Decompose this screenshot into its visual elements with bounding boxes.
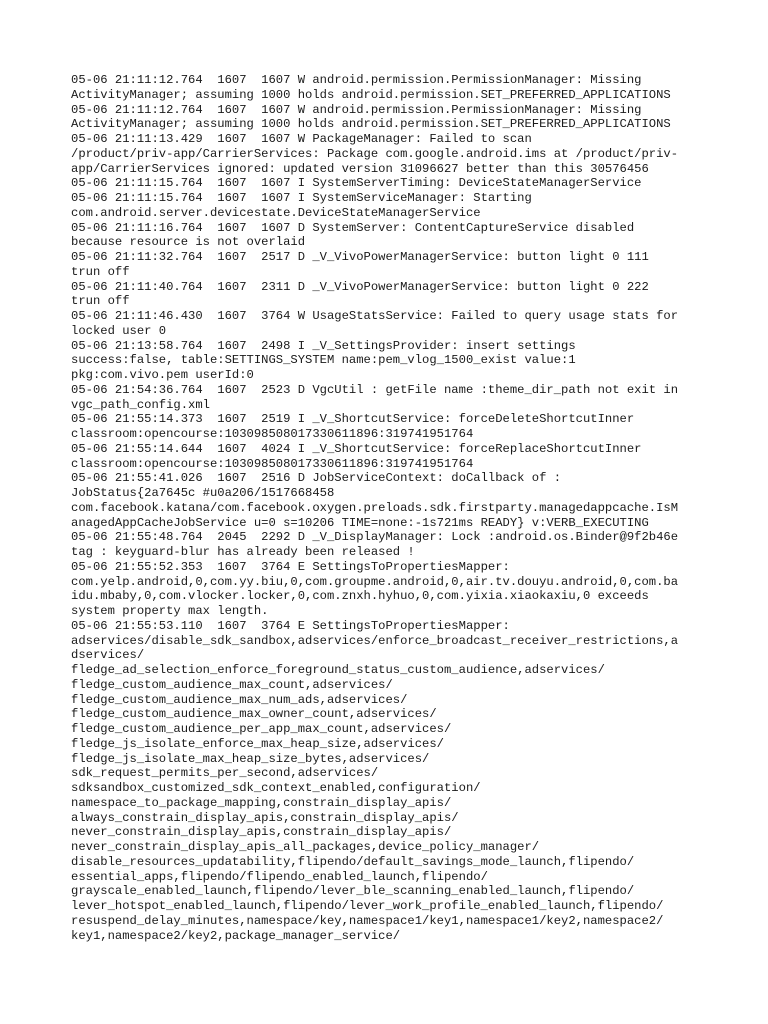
log-line: namespace_to_package_mapping,constrain_display_apis/ <box>71 795 452 810</box>
log-line: 05-06 21:11:32.764 1607 2517 D _V_VivoPowerManagerService: button light 0 111 <box>71 250 649 264</box>
log-line: fledge_custom_audience_max_count,adservices/ <box>71 677 393 692</box>
log-line: 05-06 21:11:46.430 1607 3764 W UsageStatsService: Failed to query usage stats for <box>71 309 679 323</box>
log-line: key1,namespace2/key2,package_manager_service/ <box>71 928 401 943</box>
log-line: system property max length. <box>71 604 269 618</box>
log-line: app/CarrierServices ignored: updated version 31096627 better than this 30576456 <box>71 161 649 176</box>
log-line: grayscale_enabled_launch,flipendo/lever_ble_scanning_enabled_launch,flipendo/ <box>71 884 635 899</box>
log-line: vgc_path_config.xml <box>71 397 210 412</box>
log-line: fledge_custom_audience_per_app_max_count,adservices/ <box>71 722 452 736</box>
log-line: pkg:com.vivo.pem userId:0 <box>71 368 254 382</box>
log-line: 05-06 21:13:58.764 1607 2498 I _V_SettingsProvider: insert settings <box>71 338 576 353</box>
log-line: 05-06 21:11:13.429 1607 1607 W PackageManager: Failed to scan <box>71 132 532 146</box>
log-line: sdk_request_permits_per_second,adservices/ <box>71 766 379 781</box>
log-line: disable_resources_updatability,flipendo/default_savings_mode_launch,flipendo/ <box>71 854 635 869</box>
log-line: classroom:opencourse:103098508017330611896:319741951764 <box>71 427 474 441</box>
log-line: 05-06 21:11:16.764 1607 1607 D SystemServer: ContentCaptureService disabled <box>71 220 635 235</box>
log-line: classroom:opencourse:103098508017330611896:319741951764 <box>71 456 474 471</box>
log-line: 05-06 21:11:15.764 1607 1607 I SystemServerTiming: DeviceStateManagerService <box>71 176 642 191</box>
log-line: 05-06 21:11:15.764 1607 1607 I SystemServiceManager: Starting <box>71 191 532 205</box>
log-line: 05-06 21:55:53.110 1607 3764 E SettingsToPropertiesMapper: <box>71 618 510 633</box>
log-line: sdksandbox_customized_sdk_context_enabled,configuration/ <box>71 781 481 795</box>
log-line: 05-06 21:55:14.373 1607 2519 I _V_ShortcutService: forceDeleteShortcutInner <box>71 412 635 427</box>
log-line: tag : keyguard-blur has already been released ! <box>71 545 415 559</box>
log-line: trun off <box>71 294 130 309</box>
log-line: success:false, table:SETTINGS_SYSTEM name:pem_vlog_1500_exist value:1 <box>71 353 576 368</box>
log-line: fledge_ad_selection_enforce_foreground_status_custom_audience,adservices/ <box>71 663 605 677</box>
log-line: resuspend_delay_minutes,namespace/key,namespace1/key1,namespace1/key2,namespace2/ <box>71 913 664 928</box>
log-line: ActivityManager; assuming 1000 holds android.permission.SET_PREFERRED_APPLICATIONS <box>71 87 671 102</box>
log-line: always_constrain_display_apis,constrain_display_apis/ <box>71 810 459 825</box>
log-line: 05-06 21:55:41.026 1607 2516 D JobServiceContext: doCallback of : <box>71 471 562 486</box>
log-line: com.android.server.devicestate.DeviceStateManagerService <box>71 205 481 220</box>
log-line: 05-06 21:11:40.764 1607 2311 D _V_VivoPowerManagerService: button light 0 222 <box>71 279 649 294</box>
log-line: trun off <box>71 264 130 279</box>
log-line: /product/priv-app/CarrierServices: Package com.google.android.ims at /product/priv- <box>71 146 679 161</box>
log-text-block <box>71 73 711 943</box>
log-line: because resource is not overlaid <box>71 235 306 250</box>
log-line: 05-06 21:55:48.764 2045 2292 D _V_DisplayManager: Lock :android.os.Binder@9f2b46e <box>71 530 679 545</box>
log-line: com.yelp.android,0,com.yy.biu,0,com.groupme.android,0,air.tv.douyu.android,0,com.ba <box>71 574 679 589</box>
log-line: 05-06 21:55:52.353 1607 3764 E SettingsToPropertiesMapper: <box>71 559 510 574</box>
log-line: fledge_custom_audience_max_num_ads,adservices/ <box>71 692 408 707</box>
log-line: adservices/disable_sdk_sandbox,adservices/enforce_broadcast_receiver_restrictions,a <box>71 633 679 648</box>
log-line: locked user 0 <box>71 323 167 338</box>
log-line: ActivityManager; assuming 1000 holds android.permission.SET_PREFERRED_APPLICATIONS <box>71 117 671 132</box>
log-line: never_constrain_display_apis,constrain_display_apis/ <box>71 825 452 840</box>
log-line: 05-06 21:54:36.764 1607 2523 D VgcUtil : getFile name :theme_dir_path not exit in <box>71 382 679 397</box>
log-line: essential_apps,flipendo/flipendo_enabled_launch,flipendo/ <box>71 869 488 884</box>
log-line: never_constrain_display_apis_all_packages,device_policy_manager/ <box>71 840 540 854</box>
log-line: 05-06 21:11:12.764 1607 1607 W android.permission.PermissionManager: Missing <box>71 73 642 87</box>
log-line: lever_hotspot_enabled_launch,flipendo/lever_work_profile_enabled_launch,flipendo/ <box>71 899 664 913</box>
log-line: idu.mbaby,0,com.vlocker.locker,0,com.znxh.hyhuo,0,com.yixia.xiaokaxiu,0 exceeds <box>71 589 649 604</box>
log-line: fledge_custom_audience_max_owner_count,adservices/ <box>71 707 437 722</box>
log-line: 05-06 21:55:14.644 1607 4024 I _V_ShortcutService: forceReplaceShortcutInner <box>71 441 642 456</box>
log-line: com.facebook.katana/com.facebook.oxygen.preloads.sdk.firstparty.managedappcache.IsM <box>71 500 679 515</box>
log-line: JobStatus{2a7645c #u0a206/1517668458 <box>71 486 335 500</box>
log-line: 05-06 21:11:12.764 1607 1607 W android.permission.PermissionManager: Missing <box>71 102 642 117</box>
log-line: fledge_js_isolate_enforce_max_heap_size,adservices/ <box>71 736 444 751</box>
log-line: fledge_js_isolate_max_heap_size_bytes,adservices/ <box>71 751 430 766</box>
log-line: dservices/ <box>71 648 145 663</box>
log-line: anagedAppCacheJobService u=0 s=10206 TIME=none:-1s721ms READY} v:VERB_EXECUTING <box>71 515 649 530</box>
